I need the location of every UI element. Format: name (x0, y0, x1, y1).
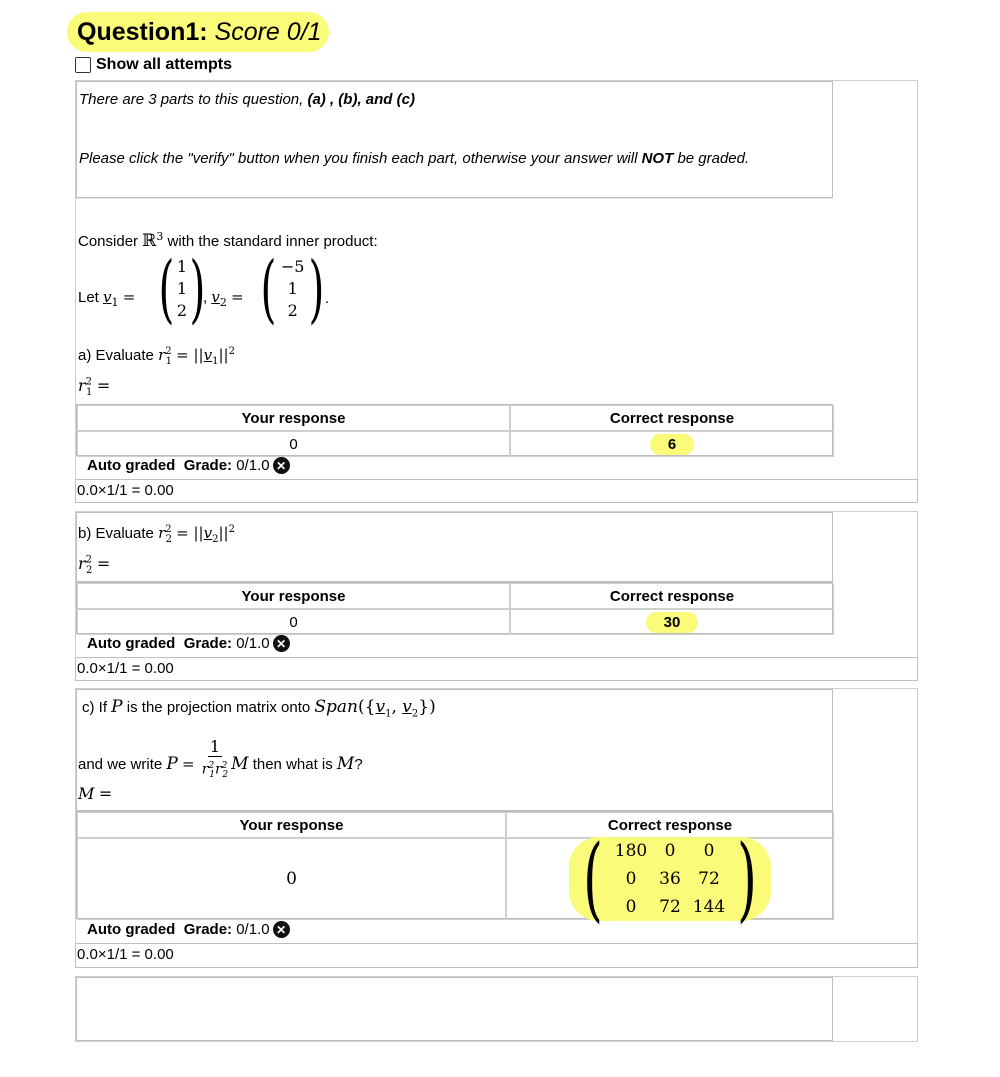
your-response-header: Your response (77, 405, 510, 431)
your-response-value: 0 (77, 431, 510, 457)
show-attempts-toggle[interactable] (75, 56, 232, 74)
part-c-write: and we write P = $\frac{1}{r^2_1r^2_2}$ M then what is M ? (78, 741, 363, 787)
part-b-prompt-box (76, 512, 833, 582)
part-c-grade: Auto graded Grade: 0/1.0 ✕ (87, 921, 290, 938)
show-attempts-checkbox[interactable] (75, 57, 91, 73)
your-response-value: 0 (77, 609, 510, 635)
consider-text: Consider ℝ$^3$ with the standard inner product: (78, 230, 378, 251)
show-attempts-label: Show all attempts (96, 56, 233, 73)
part-b-score-bar (75, 657, 918, 681)
vector-period: . (325, 290, 330, 307)
part-c-score: 0.0×1/1 = 0.00 (77, 946, 174, 963)
divider (76, 198, 833, 199)
part-a-response-table (76, 404, 833, 456)
your-response-value: 0 (77, 838, 506, 920)
part-b-response-table (76, 582, 833, 634)
correct-matrix: 180 0 0 0 36 72 0 72 144 (614, 841, 726, 917)
incorrect-icon: ✕ (273, 635, 290, 652)
correct-matrix-highlight: ( 180 0 0 0 36 72 0 72 144 ) (569, 837, 771, 921)
part-b-score: 0.0×1/1 = 0.00 (77, 660, 174, 677)
correct-response-header: Correct response (506, 812, 834, 838)
intro-line-2: Please click the "verify" button when you finish each part, otherwise your answer will NOT be graded. (79, 150, 750, 167)
let-label: Let $v_1$ = (78, 288, 136, 309)
v2-label: , $v_2$ = (203, 288, 244, 309)
fraction: $\frac{1}{r^2_1r^2_2}$ (201, 737, 229, 781)
part-b-prompt: b) Evaluate $r^2_2 = ||v_2||^2$ (78, 524, 235, 545)
correct-response-header: Correct response (510, 583, 834, 609)
part-c-prompt: c) If P is the projection matrix onto $Span(\{v_1$, $v_2$}) (82, 697, 436, 720)
incorrect-icon: ✕ (273, 457, 290, 474)
part-a-score: 0.0×1/1 = 0.00 (77, 482, 174, 499)
part-b-answer-label: $r^2_2$ = (78, 554, 111, 577)
your-response-header: Your response (77, 583, 510, 609)
vector-v1: ( 1 1 2 ) (158, 246, 206, 332)
correct-response-header: Correct response (510, 405, 834, 431)
question-score: Score 0/1 (214, 18, 322, 46)
part-a-answer-label: $r^2_1$ = (78, 376, 111, 399)
part-a-score-bar (75, 479, 918, 503)
part-b-grade: Auto graded Grade: 0/1.0 ✕ (87, 635, 290, 652)
correct-response-value: 30 (646, 612, 699, 633)
vector-v2: ( −5 1 2 ) (260, 246, 325, 332)
question-title: Question1: (77, 18, 208, 46)
part-c-answer-label: M = (78, 784, 113, 803)
bottom-inner-box (76, 977, 833, 1041)
your-response-header: Your response (77, 812, 506, 838)
part-a-prompt: a) Evaluate $r^2_1 = ||v_1||^2$ (78, 346, 235, 367)
correct-response-value: 6 (650, 434, 694, 455)
part-a-grade: Auto graded Grade: 0/1.0 ✕ (87, 457, 290, 474)
intro-line-1: There are 3 parts to this question, (a) , (b), and (c) (79, 91, 415, 108)
part-c-score-bar (75, 943, 918, 968)
incorrect-icon: ✕ (273, 921, 290, 938)
question-title-badge (67, 12, 329, 52)
